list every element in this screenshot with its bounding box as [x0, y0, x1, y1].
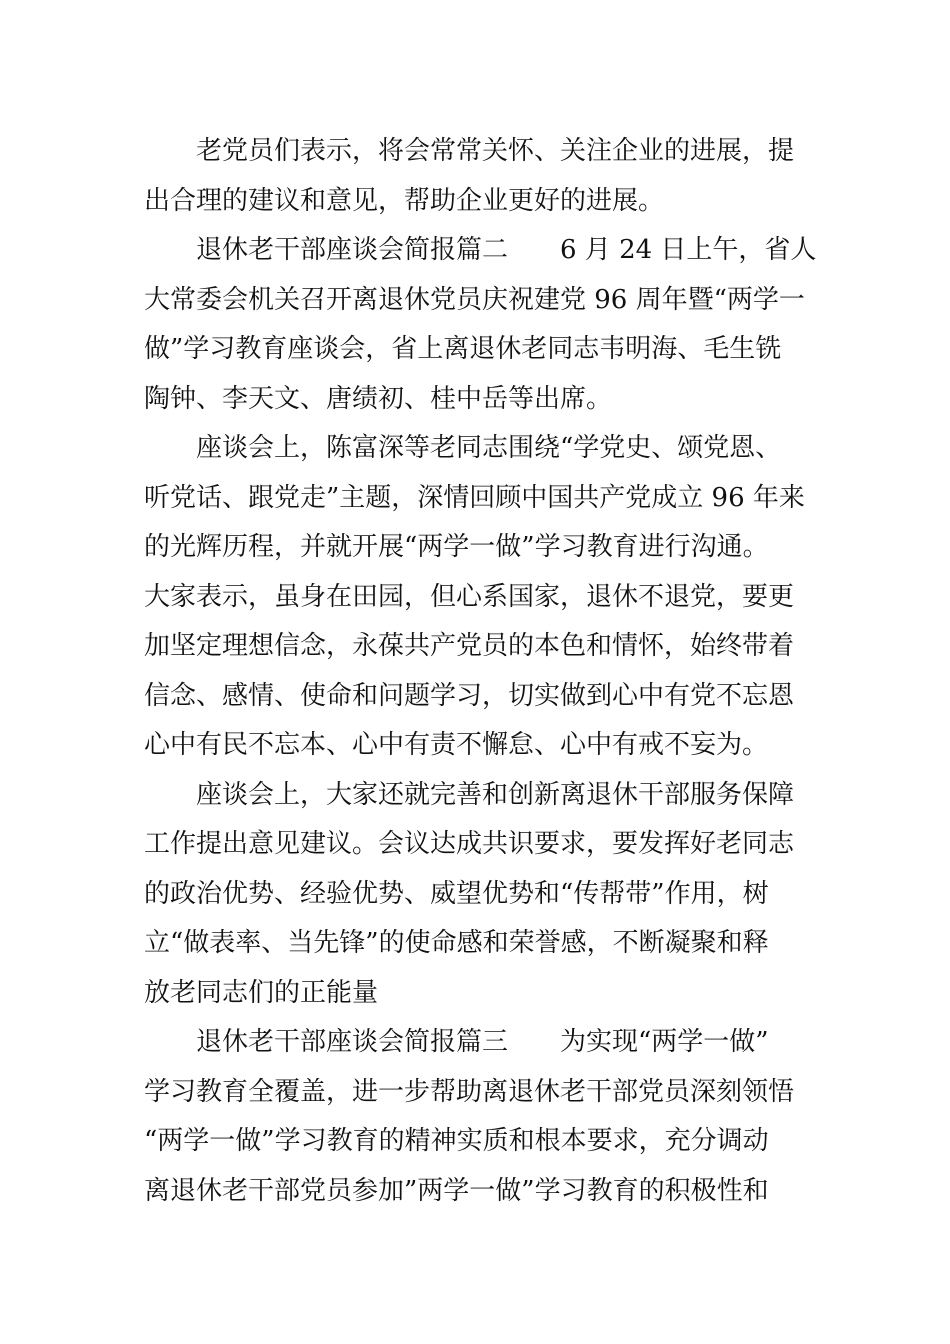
text-line: 学习教育全覆盖，进一步帮助离退休老干部党员深刻领悟	[144, 1076, 795, 1107]
text-line: 立“做表率、当先锋”的使命感和荣誉感，不断凝聚和释	[144, 928, 769, 958]
document-body	[144, 127, 817, 1216]
text-line: 信念、感情、使命和问题学习，切实做到心中有党不忘恩	[144, 680, 795, 711]
text-line: 的政治优势、经验优势、威望优势和“传帮带”作用，树	[144, 878, 769, 909]
text-line: 退休老干部座谈会简报篇三 为实现“两学一做”	[196, 1027, 769, 1057]
text-line: 老党员们表示，将会常常关怀、关注企业的进展，提	[196, 136, 795, 166]
text-line: 的光辉历程，并就开展“两学一做”学习教育进行沟通。	[144, 532, 769, 562]
text-line: 退休老干部座谈会简报篇二 6 月 24 日上午，省人	[196, 235, 817, 265]
text-line: 离退休老干部党员参加”两学一做”学习教育的积极性和	[144, 1175, 769, 1206]
text-line: 做”学习教育座谈会，省上离退休老同志韦明海、毛生铣	[144, 334, 782, 364]
text-line: 工作提出意见建议。会议达成共识要求，要发挥好老同志	[144, 829, 795, 859]
text-line: 加坚定理想信念，永葆共产党员的本色和情怀，始终带着	[144, 631, 795, 661]
text-line: “两学一做”学习教育的精神实质和根本要求，充分调动	[144, 1126, 769, 1156]
text-line: 放老同志们的正能量	[144, 977, 379, 1008]
text-line: 出合理的建议和意见，帮助企业更好的进展。	[144, 185, 665, 216]
text-line: 大常委会机关召开离退休党员庆祝建党 96 周年暨“两学一	[144, 284, 805, 315]
text-line: 心中有民不忘本、心中有责不懈怠、心中有戒不妄为。	[144, 730, 769, 760]
text-line: 陶钟、李天文、唐绩初、桂中岳等出席。	[144, 383, 613, 414]
text-line: 座谈会上，大家还就完善和创新离退休干部服务保障	[196, 779, 795, 810]
text-line: 大家表示，虽身在田园，但心系国家，退休不退党，要更	[144, 581, 795, 612]
text-line: 座谈会上，陈富深等老同志围绕“学党史、颂党恩、	[196, 433, 782, 463]
text-line: 听党话、跟党走”主题，深情回顾中国共产党成立 96 年来	[144, 482, 805, 513]
